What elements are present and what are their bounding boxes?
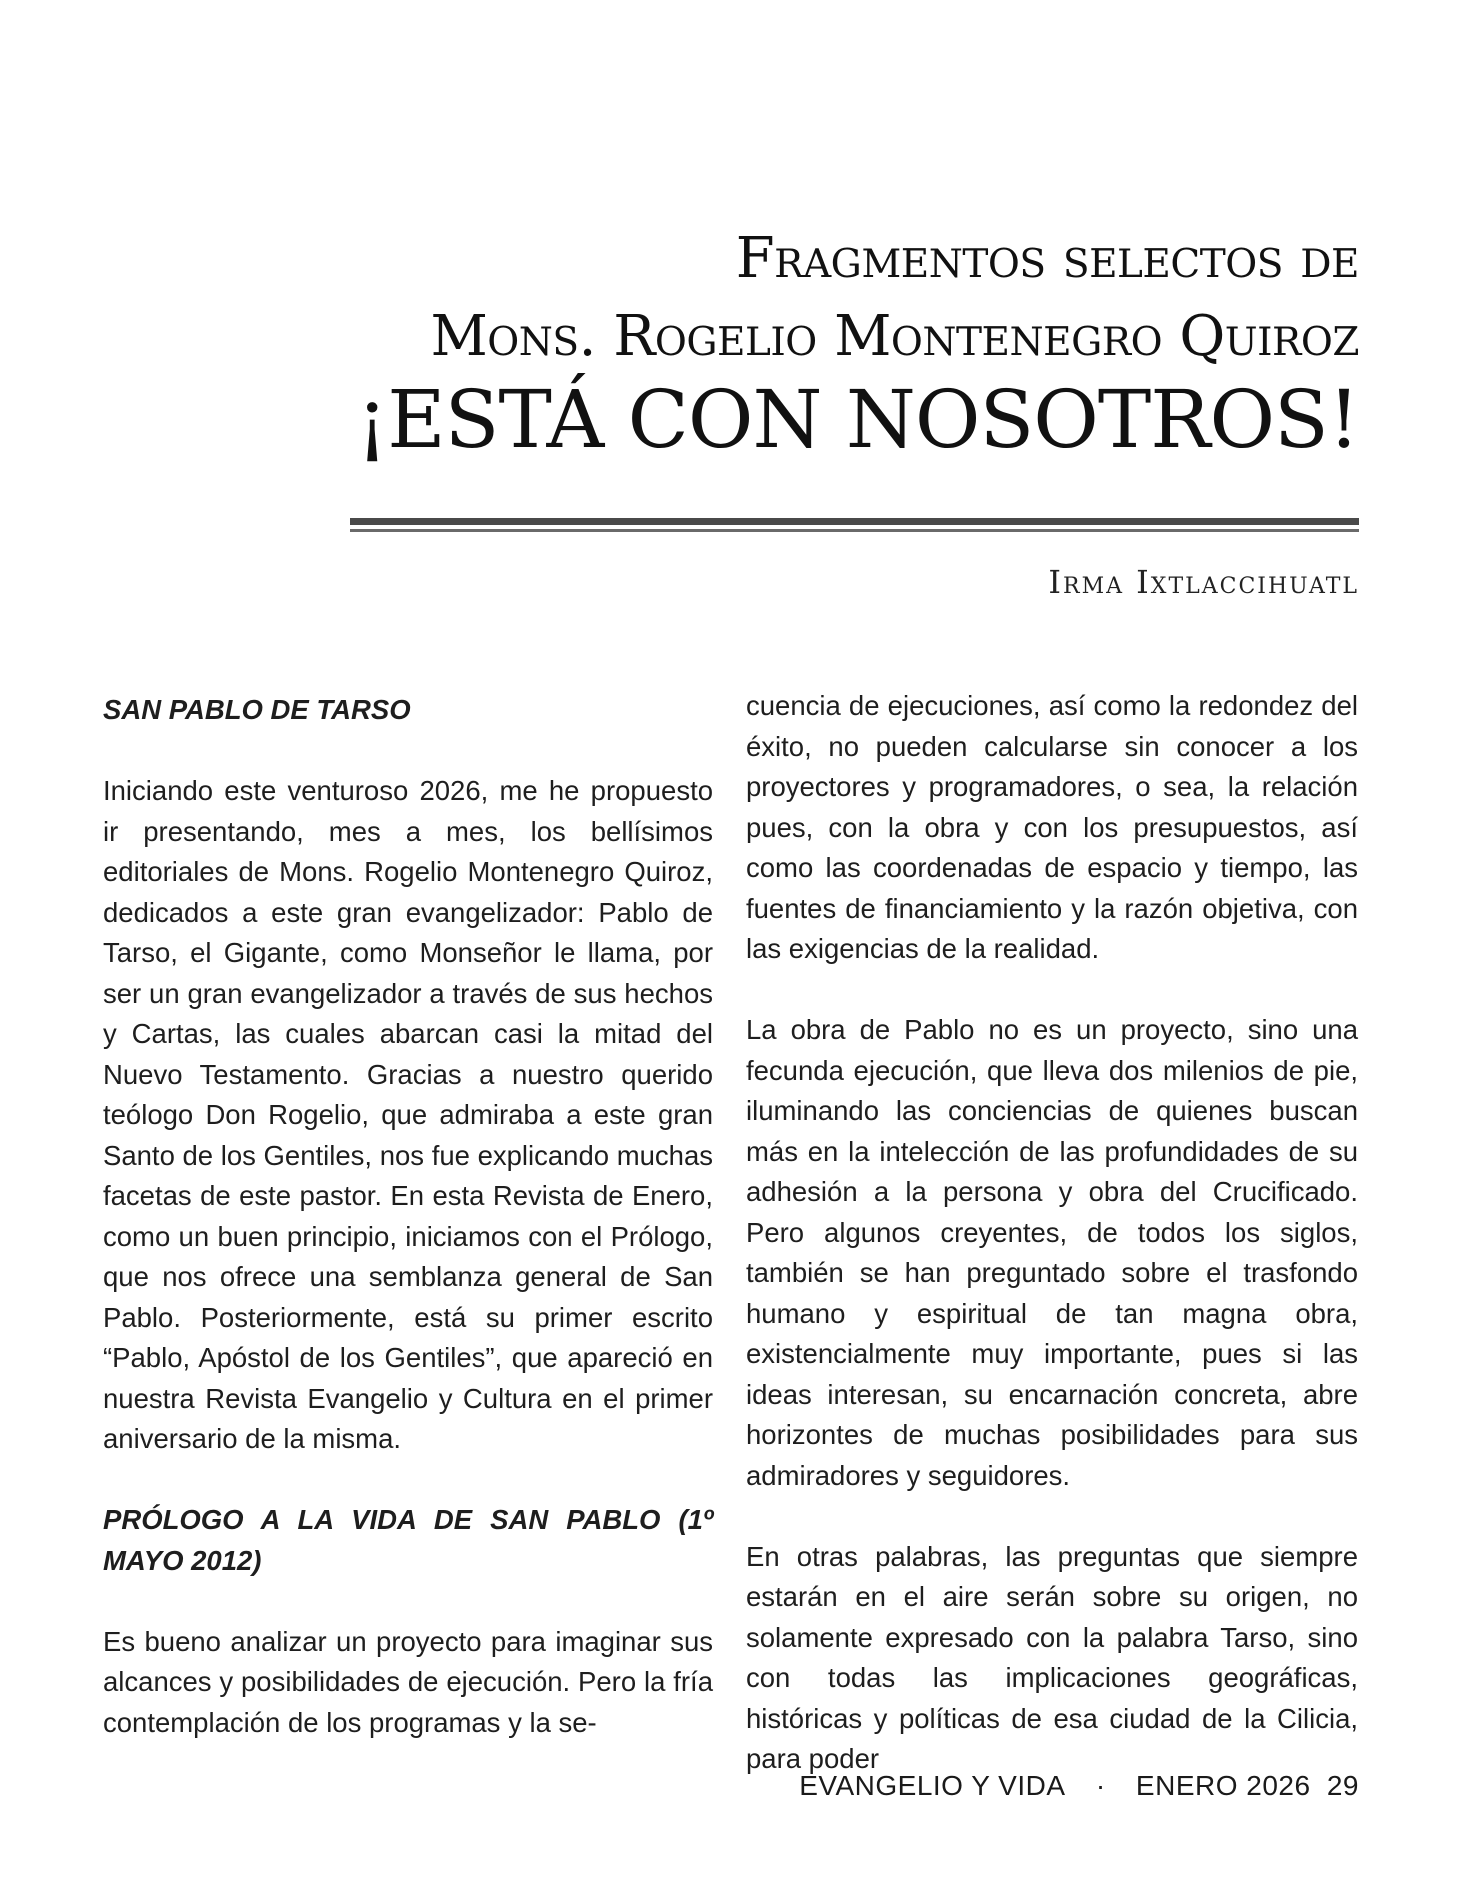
page-footer (799, 1770, 1359, 1802)
paragraph-otras-palabras: En otras palabras, las preguntas que siempre estarán en el aire serán sobre su origen, no solamente expresado con la palabra Tarso, sino con todas las implicaciones geográficas, históricas y políticas de esa ciudad de la Cilicia, para poder (746, 1540, 1358, 1774)
article-title (100, 220, 1359, 468)
divider-thick-line (350, 518, 1359, 525)
author-name: Irma Ixtlaccihuatl (1048, 563, 1359, 601)
page-number: 29 (1326, 1770, 1359, 1801)
left-column (103, 690, 713, 1784)
divider-thin-line (350, 529, 1359, 532)
section-heading-prologo: PRÓLOGO A LA VIDA DE SAN PABLO (1º MAYO 2012) (103, 1504, 713, 1576)
title-line-1: Fragmentos selectos de (735, 226, 1359, 291)
paragraph-continuation: cuencia de ejecuciones, así como la redondez del éxito, no pueden calcularse sin conocer a los proyectores y programadores, o sea, la relación pues, con la obra y con los presupuestos, así como las coordenadas de espacio y tiempo, las fuentes de financiamiento y la razón objetiva, con las exigencias de la realidad. (746, 690, 1358, 964)
paragraph-prologo-start: Es bueno analizar un proyecto para imaginar sus alcances y posibilidades de ejecución. Pero la fría contemplación de los programas y la se- (103, 1625, 713, 1738)
paragraph-obra-de-pablo: La obra de Pablo no es un proyecto, sino una fecunda ejecución, que lleva dos milenios de pie, iluminando las conciencias de quienes buscan más en la intelección de las profundidades de su adhesión a la persona y obra del Crucificado. Pero algunos creyentes, de todos los siglos, también se han preguntado sobre el trasfondo humano y espiritual de tan magna obra, existencialmente muy importante, pues si las ideas interesan, su encarnación concreta, abre horizontes de muchas posibilidades para sus admiradores y seguidores. (746, 1014, 1358, 1491)
footer-magazine-name: EVANGELIO Y VIDA (799, 1770, 1066, 1801)
title-divider (350, 518, 1359, 534)
paragraph-intro: Iniciando este venturoso 2026, me he propuesto ir presentando, mes a mes, los bellísimos editoriales de Mons. Rogelio Montenegro Quiroz, dedicados a este gran evangelizador: Pablo de Tarso, el Gigante, como Monseñor le llama, por ser un gran evangelizador a través de sus hechos y Cartas, las cuales abarcan casi la mitad del Nuevo Testamento. Gracias a nuestro querido teólogo Don Rogelio, que admiraba a este gran Santo de los Gentiles, nos fue explicando muchas facetas de este pastor. En esta Revista de Enero, como un buen principio, iniciamos con el Prólogo, que nos ofrece una semblanza general de San Pablo. Posteriormente, está su primer escrito “Pablo, Apóstol de los Gentiles”, que apareció en nuestra Revista Evangelio y Cultura en el primer aniversario de la misma. (103, 775, 713, 1454)
section-heading-san-pablo: SAN PABLO DE TARSO (103, 694, 411, 725)
footer-issue-date: ENERO 2026 (1135, 1770, 1311, 1801)
right-column (746, 686, 1358, 1820)
title-line-2: Mons. Rogelio Montenegro Quiroz (430, 304, 1359, 369)
title-line-3: ¡ESTÁ CON NOSOTROS! (356, 373, 1359, 466)
footer-separator: · (1095, 1770, 1106, 1801)
